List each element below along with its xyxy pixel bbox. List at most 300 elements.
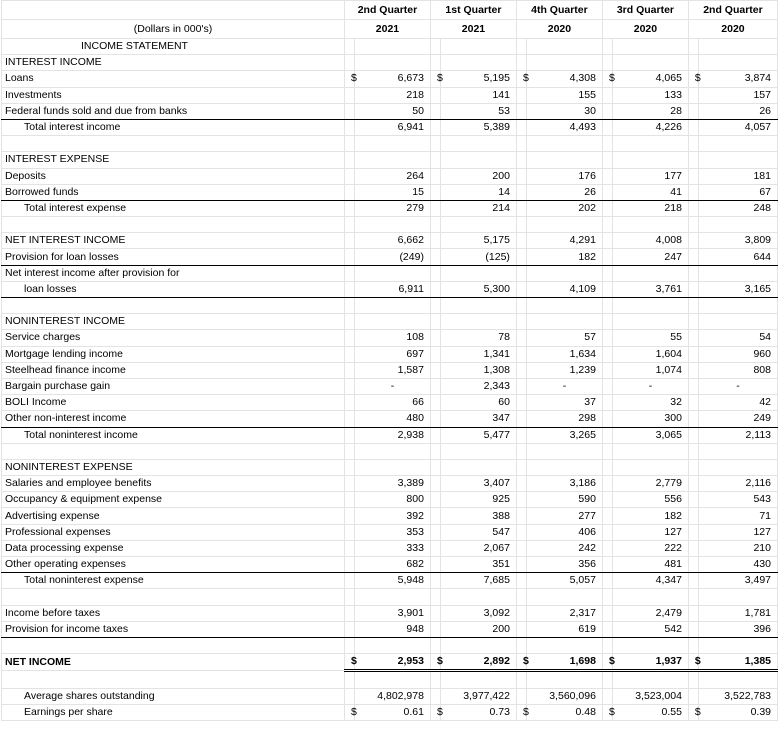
empty-cell [527,298,603,314]
row-label: Other non-interest income [2,411,345,427]
value-cell: 7,685 [441,573,517,589]
dollar-sign [602,605,612,621]
dollar-sign [344,476,354,492]
empty-cell [699,265,778,281]
empty-cell [355,443,431,459]
value-cell: 71 [699,508,778,524]
value-cell: 388 [441,508,517,524]
dollar-sign [688,249,698,265]
dollar-sign [344,557,354,573]
empty-cell [430,152,440,168]
empty-cell [441,443,517,459]
empty-cell [699,136,778,152]
empty-cell [602,637,612,653]
value-cell: 26 [699,103,778,119]
empty-cell [527,217,603,233]
dollar-sign [430,427,440,443]
value-cell: 0.73 [441,704,517,720]
statement-row-boli [2,395,778,411]
empty-cell [516,314,526,330]
dollar-sign [688,557,698,573]
value-cell: 298 [527,411,603,427]
empty-cell [688,589,698,605]
dollar-sign: $ [430,71,440,87]
empty-cell [613,314,689,330]
statement-row-investments [2,87,778,103]
empty-cell [613,55,689,71]
dollar-sign [688,119,698,135]
value-cell: 3,265 [527,427,603,443]
dollar-sign [516,621,526,637]
empty-cell [344,637,354,653]
row-label: Steelhead finance income [2,362,345,378]
dollar-sign [516,395,526,411]
empty-cell [527,637,603,653]
dollar-sign [688,540,698,556]
empty-cell [441,637,517,653]
empty-cell [613,589,689,605]
dollar-sign [516,540,526,556]
dollar-sign [602,103,612,119]
dollar-sign: $ [688,704,698,720]
empty-cell [441,55,517,71]
dollar-sign [516,688,526,704]
empty-cell [2,443,345,459]
dollar-sign [344,119,354,135]
dollar-sign [430,233,440,249]
dollar-sign [430,621,440,637]
dollar-sign [430,688,440,704]
dollar-sign [602,621,612,637]
empty-cell [2,217,345,233]
spacer-row [2,637,778,653]
statement-row-total-interest-expense [2,200,778,216]
row-label: NET INCOME [2,654,345,671]
col-header-q2-2021: 2nd Quarter [344,1,430,20]
value-cell: 1,587 [355,362,431,378]
row-label: Data processing expense [2,540,345,556]
statement-row-total-interest-income [2,119,778,135]
dollar-sign [430,492,440,508]
dollar-sign [516,281,526,297]
value-cell: 247 [613,249,689,265]
dollar-sign [688,233,698,249]
dollar-sign: $ [344,71,354,87]
value-cell: 3,560,096 [527,688,603,704]
value-cell: 590 [527,492,603,508]
value-cell: 141 [441,87,517,103]
spacer-row [2,298,778,314]
statement-row-eps [2,704,778,720]
dollar-sign: $ [430,704,440,720]
empty-cell [527,136,603,152]
row-label: Income before taxes [2,605,345,621]
empty-cell [602,671,612,688]
statement-row-provision-taxes [2,621,778,637]
value-cell: (125) [441,249,517,265]
value-cell: 1,074 [613,362,689,378]
dollar-sign [516,330,526,346]
dollar-sign [602,200,612,216]
value-cell: 55 [613,330,689,346]
row-label: Loans [2,71,345,87]
dollar-sign [516,87,526,103]
empty-cell [527,314,603,330]
empty-cell [355,55,431,71]
section-heading: NONINTEREST EXPENSE [2,459,345,475]
empty-cell [688,217,698,233]
statement-row-other-operating [2,557,778,573]
empty-cell [430,314,440,330]
header-row-1 [2,1,778,20]
dollar-sign [602,87,612,103]
dollar-sign [344,184,354,200]
value-cell: 697 [355,346,431,362]
value-cell: 4,226 [613,119,689,135]
value-cell: 619 [527,621,603,637]
dollar-sign [602,233,612,249]
value-cell: 353 [355,524,431,540]
value-cell: 547 [441,524,517,540]
statement-row-data-processing [2,540,778,556]
empty-cell [441,298,517,314]
dollar-sign [516,346,526,362]
empty-cell [441,671,517,688]
dollar-sign [516,557,526,573]
spacer-row [2,443,778,459]
dollar-sign [430,168,440,184]
value-cell: 202 [527,200,603,216]
dollar-sign [344,362,354,378]
empty-cell [516,136,526,152]
dollar-sign [602,540,612,556]
value-cell: 214 [441,200,517,216]
value-cell: 66 [355,395,431,411]
empty-cell [430,589,440,605]
dollar-sign [602,281,612,297]
dollar-sign [688,103,698,119]
value-cell: 6,662 [355,233,431,249]
empty-cell [516,443,526,459]
empty-cell [613,265,689,281]
row-label: Federal funds sold and due from banks [2,103,345,119]
value-cell: 3,901 [355,605,431,621]
dollar-sign [602,476,612,492]
value-cell: 157 [699,87,778,103]
value-cell: 4,308 [527,71,603,87]
dollar-sign [430,249,440,265]
dollar-sign [602,378,612,394]
dollar-sign: $ [430,654,440,671]
dollar-sign [344,249,354,265]
value-cell: 6,673 [355,71,431,87]
spacer-row [2,217,778,233]
value-cell: 347 [441,411,517,427]
empty-cell [613,637,689,653]
value-cell: 53 [441,103,517,119]
value-cell: 200 [441,621,517,637]
value-cell: 948 [355,621,431,637]
income-statement-table [1,0,778,721]
empty-cell [699,298,778,314]
empty-cell [699,589,778,605]
dollar-sign [430,508,440,524]
value-cell: 644 [699,249,778,265]
dollar-sign [602,573,612,589]
dollar-sign [430,330,440,346]
value-cell: 3,874 [699,71,778,87]
statement-row-fed-funds [2,103,778,119]
row-label: Total noninterest income [2,427,345,443]
empty-cell [430,217,440,233]
dollar-sign [602,508,612,524]
empty-cell [344,217,354,233]
value-cell: 1,937 [613,654,689,671]
empty-cell [602,152,612,168]
value-cell: 351 [441,557,517,573]
dollar-sign [688,411,698,427]
empty-cell [441,589,517,605]
statement-row-income-before-taxes [2,605,778,621]
value-cell: 3,165 [699,281,778,297]
value-cell: 1,698 [527,654,603,671]
statement-row-advertising [2,508,778,524]
value-cell: 3,407 [441,476,517,492]
section-heading-row [2,314,778,330]
statement-row-net-income [2,654,778,671]
empty-cell [344,459,354,475]
value-cell: 2,479 [613,605,689,621]
section-heading-row [2,459,778,475]
statement-row-salaries [2,476,778,492]
dollar-sign: $ [516,654,526,671]
value-cell: 14 [441,184,517,200]
row-label: Occupancy & equipment expense [2,492,345,508]
dollar-sign [344,395,354,411]
dollar-sign [688,281,698,297]
empty-cell [355,589,431,605]
empty-cell [2,589,345,605]
value-cell: 54 [699,330,778,346]
empty-cell [688,671,698,688]
value-cell: 67 [699,184,778,200]
empty-cell [441,152,517,168]
empty-cell [688,298,698,314]
value-cell: 4,347 [613,573,689,589]
section-heading-row [2,55,778,71]
row-label: Professional expenses [2,524,345,540]
dollar-sign [602,688,612,704]
value-cell: 430 [699,557,778,573]
dollar-sign: $ [602,654,612,671]
value-cell: 2,067 [441,540,517,556]
dollar-sign [516,508,526,524]
value-cell: 3,497 [699,573,778,589]
section-heading: INTEREST EXPENSE [2,152,345,168]
col-year-q2-2021: 2021 [344,20,430,39]
empty-cell [688,152,698,168]
value-cell: 480 [355,411,431,427]
dollar-sign [430,362,440,378]
empty-cell [602,265,612,281]
empty-cell [699,152,778,168]
col-year-q1-2021: 2021 [430,20,516,39]
empty-cell [699,55,778,71]
dollar-sign [344,605,354,621]
empty-cell [688,136,698,152]
row-label: Provision for loan losses [2,249,345,265]
value-cell: 15 [355,184,431,200]
dollar-sign [516,200,526,216]
empty-cell [355,217,431,233]
section-heading-row [2,152,778,168]
statement-row-provision [2,249,778,265]
empty-cell [441,459,517,475]
empty-cell [527,152,603,168]
value-cell: 4,057 [699,119,778,135]
empty-cell [602,217,612,233]
value-cell: 4,493 [527,119,603,135]
dollar-sign [602,119,612,135]
section-heading: INTEREST INCOME [2,55,345,71]
dollar-sign [516,427,526,443]
row-label: Total interest expense [2,200,345,216]
value-cell: 4,802,978 [355,688,431,704]
value-cell: 1,341 [441,346,517,362]
dollar-sign [602,330,612,346]
dollar-sign: $ [516,704,526,720]
value-cell: 6,911 [355,281,431,297]
empty-cell [355,136,431,152]
empty-cell [430,55,440,71]
value-cell: 3,809 [699,233,778,249]
value-cell: 0.48 [527,704,603,720]
value-cell: 0.39 [699,704,778,720]
statement-title-row [2,39,778,55]
value-cell: 242 [527,540,603,556]
dollar-sign [344,688,354,704]
dollar-sign [344,524,354,540]
empty-cell [688,459,698,475]
value-cell: 396 [699,621,778,637]
value-cell: 542 [613,621,689,637]
value-cell: 181 [699,168,778,184]
dollar-sign: $ [688,71,698,87]
empty-cell [355,459,431,475]
dollar-sign [688,508,698,524]
value-cell: 4,291 [527,233,603,249]
value-cell: 1,781 [699,605,778,621]
dollar-sign [344,411,354,427]
spacer-row [2,589,778,605]
statement-title: INCOME STATEMENT [2,39,345,55]
dollar-sign [344,508,354,524]
dollar-sign [344,330,354,346]
value-cell: 6,941 [355,119,431,135]
empty-cell [344,314,354,330]
value-cell: 218 [613,200,689,216]
dollar-sign [516,119,526,135]
empty-cell [516,217,526,233]
empty-cell [527,671,603,688]
empty-cell [602,136,612,152]
spacer-row [2,136,778,152]
empty-cell [688,314,698,330]
empty-cell [344,443,354,459]
value-cell: 5,477 [441,427,517,443]
dollar-sign [516,168,526,184]
dollar-sign [688,605,698,621]
row-label: Investments [2,87,345,103]
value-cell: 2,317 [527,605,603,621]
empty-cell [613,671,689,688]
value-cell: 2,953 [355,654,431,671]
dollar-sign [688,378,698,394]
dollar-sign [516,103,526,119]
dollar-sign [516,573,526,589]
value-cell: 800 [355,492,431,508]
empty-cell [355,671,431,688]
value-cell: 682 [355,557,431,573]
row-label: NET INTEREST INCOME [2,233,345,249]
empty-cell [613,136,689,152]
dollar-sign [602,411,612,427]
dollar-sign [688,621,698,637]
value-cell: 3,522,783 [699,688,778,704]
value-cell: 4,109 [527,281,603,297]
dollar-sign [430,605,440,621]
dollar-sign: $ [516,71,526,87]
value-cell: 3,761 [613,281,689,297]
dollar-sign [688,395,698,411]
col-header-q3-2020: 3rd Quarter [602,1,688,20]
section-heading: Net interest income after provision for [2,265,345,281]
value-cell: 218 [355,87,431,103]
value-cell: 2,892 [441,654,517,671]
value-cell: 127 [613,524,689,540]
dollar-sign [430,200,440,216]
empty-cell [430,443,440,459]
empty-cell [688,55,698,71]
empty-cell [516,637,526,653]
value-cell: 279 [355,200,431,216]
value-cell: 1,308 [441,362,517,378]
dollar-sign [430,378,440,394]
dollar-sign [688,200,698,216]
value-cell: 200 [441,168,517,184]
statement-row-bargain [2,378,778,394]
dollar-sign [430,411,440,427]
empty-cell [527,265,603,281]
statement-row-occupancy [2,492,778,508]
value-cell: 5,057 [527,573,603,589]
empty-cell [602,443,612,459]
empty-cell [688,637,698,653]
value-cell: 28 [613,103,689,119]
value-cell: 0.55 [613,704,689,720]
row-label: Provision for income taxes [2,621,345,637]
dollar-sign [430,184,440,200]
col-header-q1-2021: 1st Quarter [430,1,516,20]
dollar-sign [516,378,526,394]
row-label: Advertising expense [2,508,345,524]
value-cell: 356 [527,557,603,573]
statement-row-service [2,330,778,346]
dollar-sign: $ [344,654,354,671]
dollar-sign [516,184,526,200]
value-cell: 210 [699,540,778,556]
value-cell: 5,175 [441,233,517,249]
